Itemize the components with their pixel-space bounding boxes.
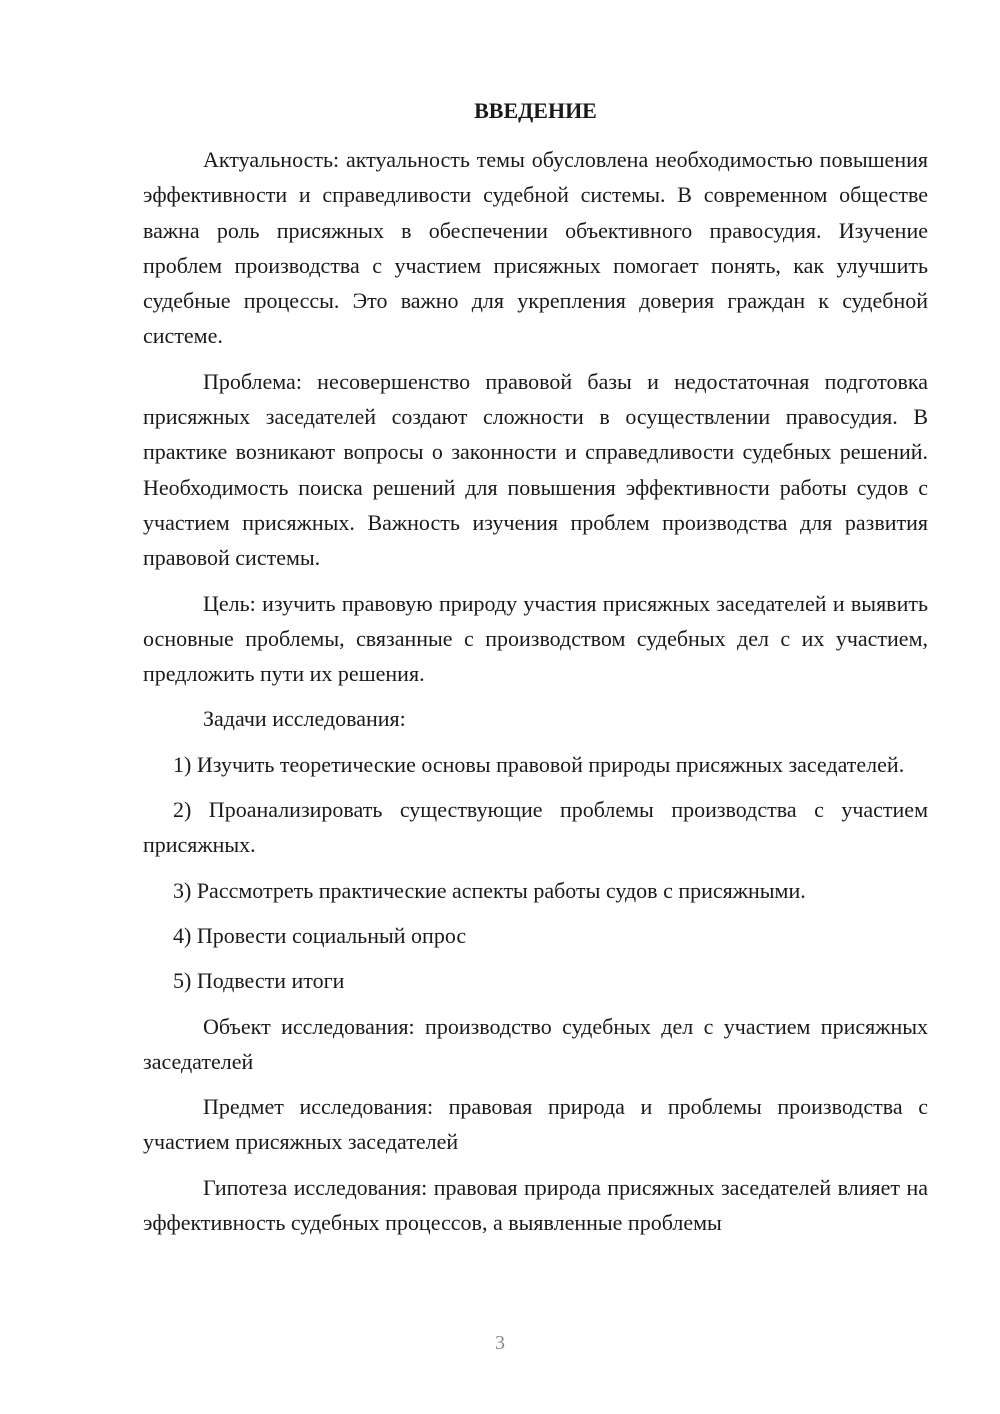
page-title: ВВЕДЕНИЕ (474, 98, 597, 123)
problem-paragraph: Проблема: несовершенство правовой базы и недостаточная подготовка присяжных заседателей создают сложности в осуществлении правосудия. В практике возникают вопросы о законности и справедливости судебных решений. Необходимость поиска решений для повышения эффективности работы судов с участием присяжных. Важность изучения проблем производства для развития правовой системы. (143, 368, 928, 571)
task-item: 5) Подвести итоги (173, 968, 345, 994)
tasks-heading: Задачи исследования: (203, 706, 406, 732)
task-item: 2) Проанализировать существующие проблемы производства с участием присяжных. (143, 797, 928, 858)
goal-paragraph: Цель: изучить правовую природу участия присяжных заседателей и выявить основные проблемы, связанные с производством судебных дел с их участием, предложить пути их решения. (143, 590, 928, 687)
hypothesis-paragraph: Гипотеза исследования: правовая природа присяжных заседателей влияет на эффективность судебных процессов, а выявленные проблемы (143, 1174, 928, 1236)
task-item: 1) Изучить теоретические основы правовой природы присяжных заседателей. (173, 751, 905, 777)
document-body (143, 142, 928, 1250)
subject-paragraph: Предмет исследования: правовая природа и проблемы производства с участием присяжных заседателей (143, 1094, 928, 1155)
task-item: 3) Рассмотреть практические аспекты работы судов с присяжными. (173, 877, 806, 903)
relevance-paragraph: Актуальность: актуальность темы обусловлена необходимостью повышения эффективности и справедливости судебной системы. В современном обществе важна роль присяжных в обеспечении объективного правосудия. Изучение проблем производства с участием присяжных помогает понять, как улучшить судебные процессы. Это важно для укрепления доверия граждан к судебной системе. (143, 147, 928, 349)
object-paragraph: Объект исследования: производство судебных дел с участием присяжных заседателей (143, 1013, 928, 1074)
page-number: 3 (495, 1332, 505, 1354)
task-item: 4) Провести социальный опрос (173, 922, 467, 948)
